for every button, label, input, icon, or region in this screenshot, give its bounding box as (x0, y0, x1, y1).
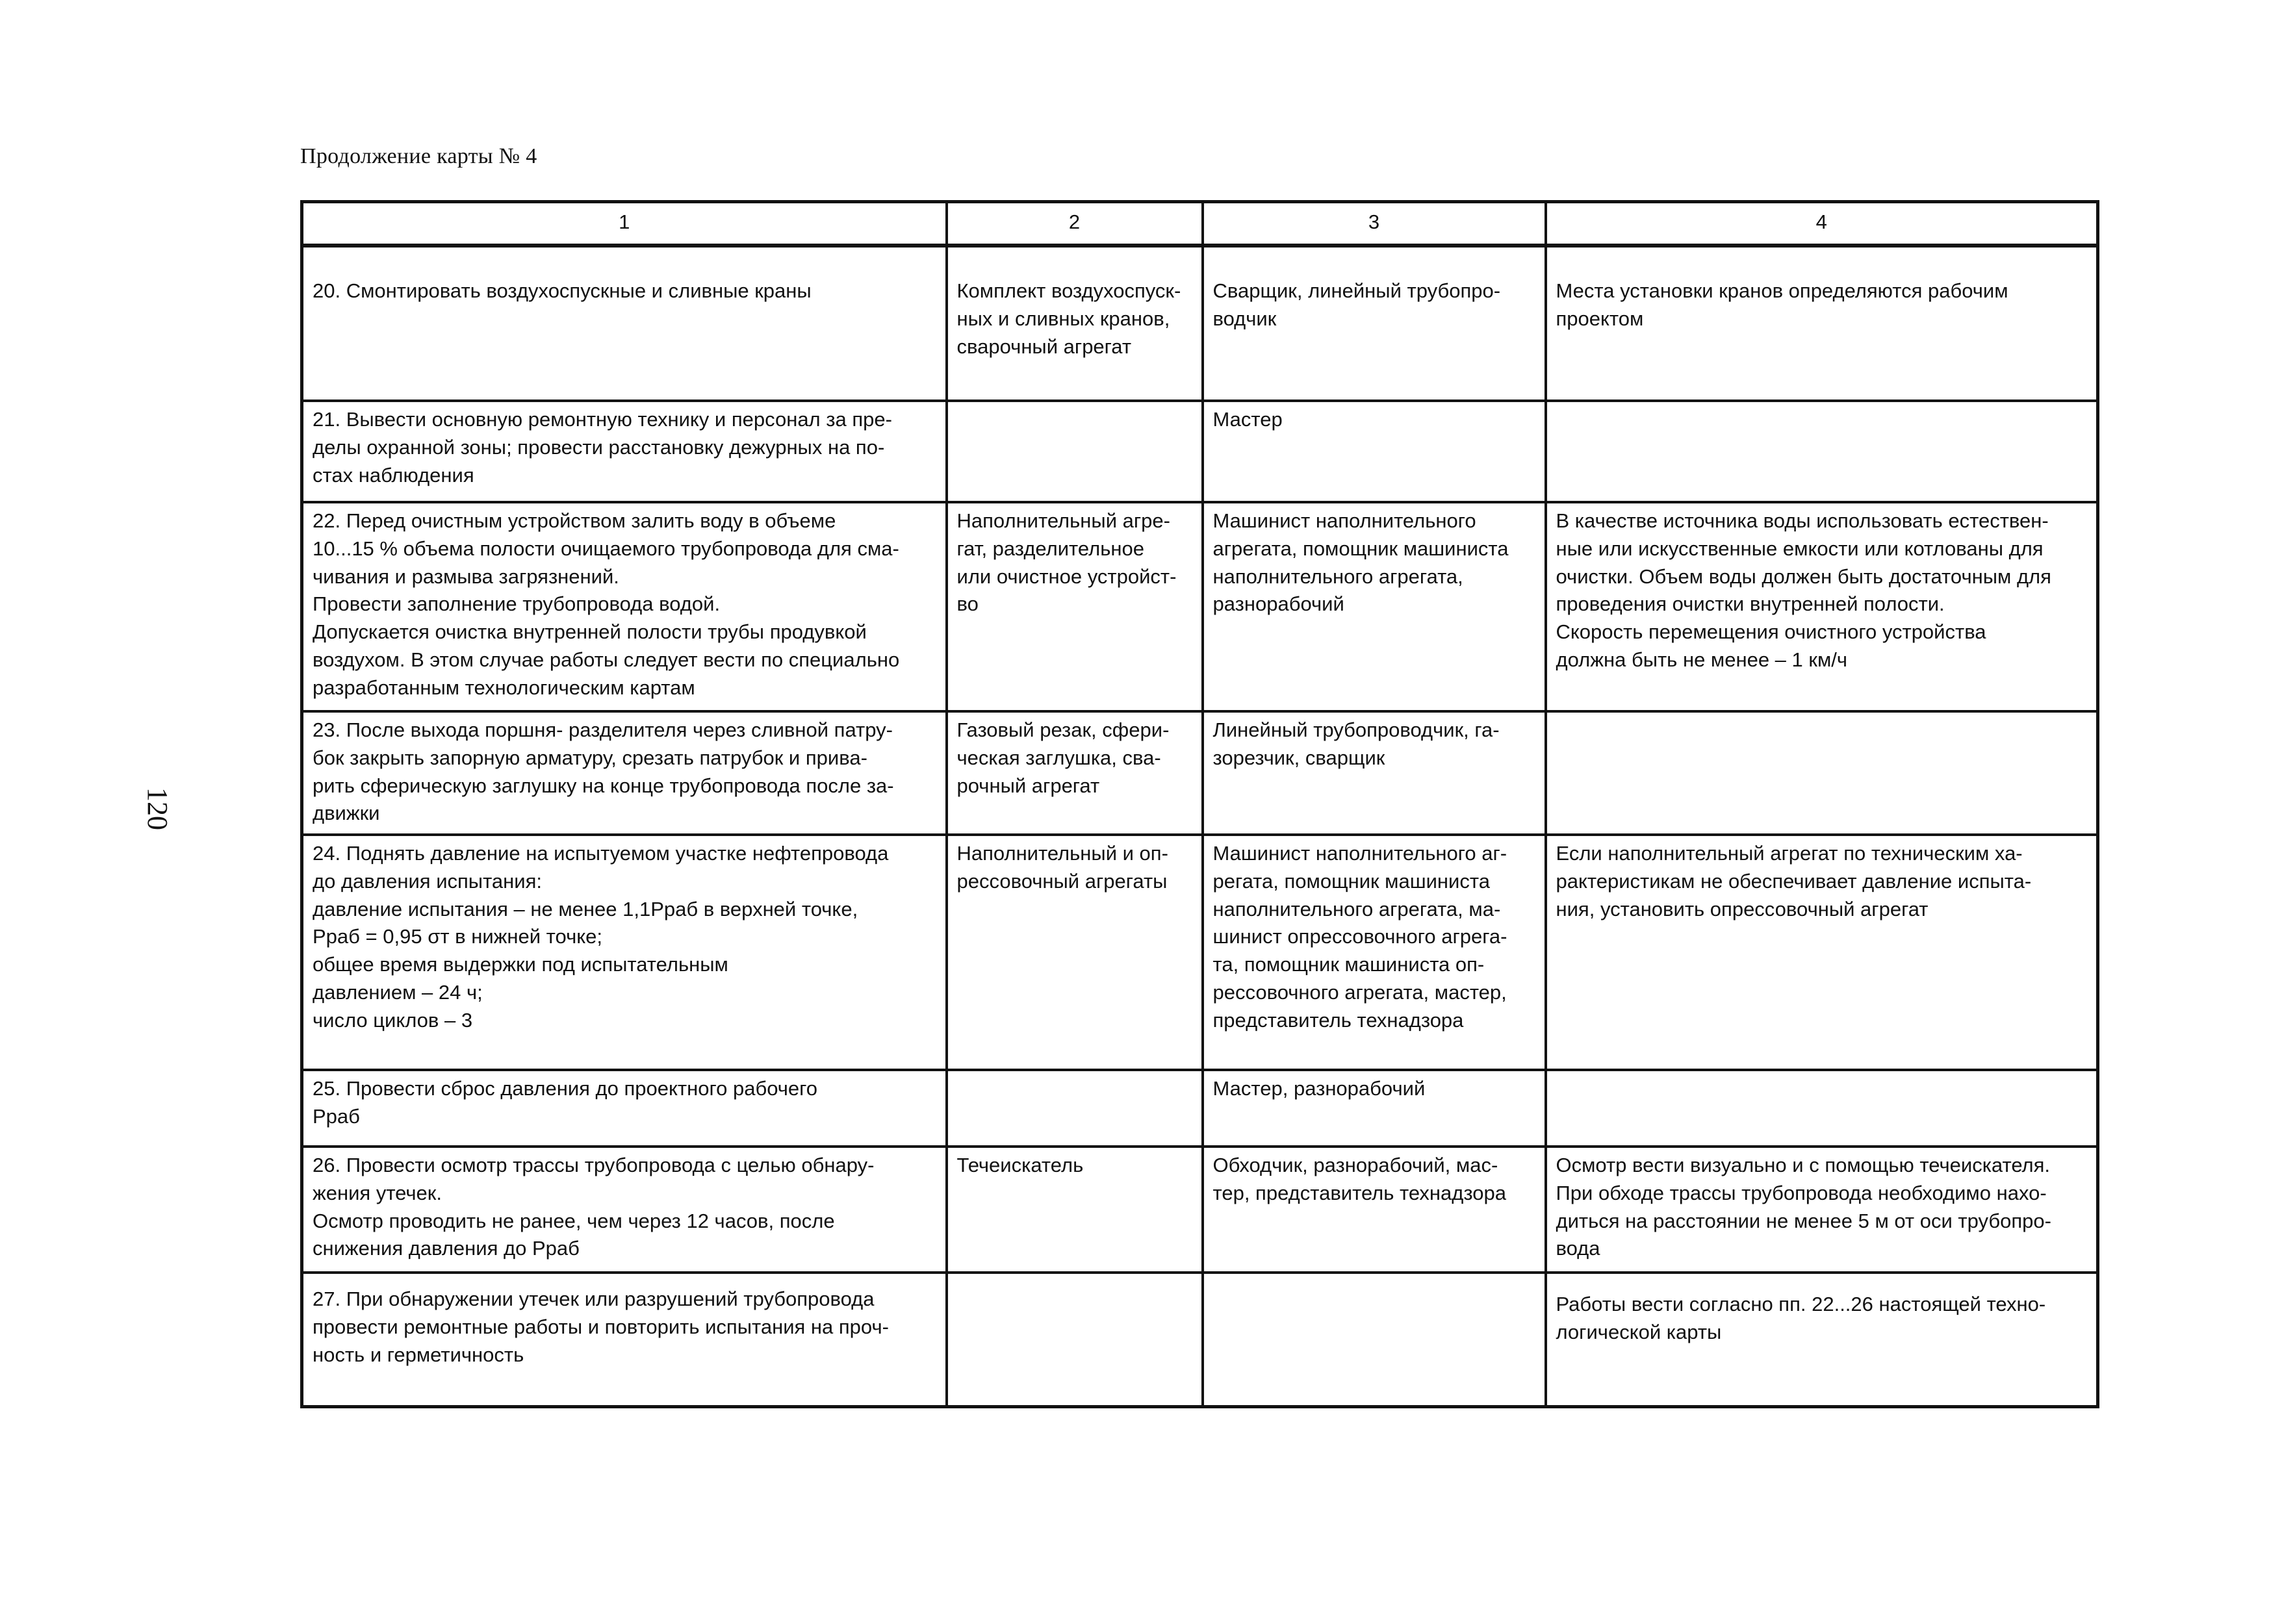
table-row (302, 246, 2098, 401)
executors-cell: Мастер (1203, 401, 1546, 502)
equipment-cell: Наполнительный агре- гат, разделительное или очистное устройст- во (947, 502, 1203, 711)
notes-cell (1546, 711, 2098, 835)
notes-cell: В качестве источника воды использовать естествен- ные или искусственные емкости или котлованы для очистки. Объем воды должен быть достаточным для проведения очистки внутренней полости. Скорость перемещения очистного устройства должна быть не менее – 1 км/ч (1546, 502, 2098, 711)
column-header-4: 4 (1546, 202, 2098, 246)
executors-cell: Линейный трубопроводчик, га- зорезчик, сварщик (1203, 711, 1546, 835)
column-header-2: 2 (947, 202, 1203, 246)
table-header-row (302, 202, 2098, 246)
executors-cell (1203, 1273, 1546, 1407)
table-row (302, 1147, 2098, 1273)
operation-cell: 20. Смонтировать воздухоспускные и сливные краны (302, 246, 947, 401)
notes-cell (1546, 1070, 2098, 1147)
executors-cell: Мастер, разнорабочий (1203, 1070, 1546, 1147)
equipment-cell: Газовый резак, сфери- ческая заглушка, сва- рочный агрегат (947, 711, 1203, 835)
equipment-cell (947, 1070, 1203, 1147)
operation-cell: 22. Перед очистным устройством залить воду в объеме 10...15 % объема полости очищаемого трубопровода для сма- чивания и размыва загрязнений. Провести заполнение трубопровода водой. Допускается очистка внутренней полости трубы продувкой воздухом. В этом случае работы следует вести по специально разработанным технологическим картам (302, 502, 947, 711)
technology-card-table (300, 200, 2099, 1408)
column-header-3: 3 (1203, 202, 1546, 246)
table-row (302, 835, 2098, 1070)
notes-cell: Если наполнительный агрегат по техническим ха- рактеристикам не обеспечивает давление испыта- ния, установить опрессовочный агрегат (1546, 835, 2098, 1070)
executors-cell: Машинист наполнительного агрегата, помощник машиниста наполнительного агрегата, разнорабочий (1203, 502, 1546, 711)
table-row (302, 711, 2098, 835)
executors-cell: Сварщик, линейный трубопро- водчик (1203, 246, 1546, 401)
notes-cell (1546, 401, 2098, 502)
table-row (302, 401, 2098, 502)
operation-cell: 27. При обнаружении утечек или разрушений трубопровода провести ремонтные работы и повторить испытания на проч- ность и герметичность (302, 1273, 947, 1407)
notes-cell: Осмотр вести визуально и с помощью течеискателя. При обходе трассы трубопровода необходимо нахо- диться на расстоянии не менее 5 м от оси трубопро- вода (1546, 1147, 2098, 1273)
operation-cell: 23. После выхода поршня- разделителя через сливной патру- бок закрыть запорную арматуру, срезать патрубок и прива- рить сферическую заглушку на конце трубопровода после за- движки (302, 711, 947, 835)
equipment-cell: Комплект воздухоспуск- ных и сливных кранов, сварочный агрегат (947, 246, 1203, 401)
operation-cell: 25. Провести сброс давления до проектного рабочего Pраб (302, 1070, 947, 1147)
table-row (302, 502, 2098, 711)
equipment-cell (947, 401, 1203, 502)
table-row (302, 1273, 2098, 1407)
page-caption: Продолжение карты № 4 (300, 144, 537, 168)
notes-cell: Работы вести согласно пп. 22...26 настоящей техно- логической карты (1546, 1273, 2098, 1407)
table-row (302, 1070, 2098, 1147)
equipment-cell: Течеискатель (947, 1147, 1203, 1273)
equipment-cell (947, 1273, 1203, 1407)
notes-cell: Места установки кранов определяются рабочим проектом (1546, 246, 2098, 401)
column-header-1: 1 (302, 202, 947, 246)
equipment-cell: Наполнительный и оп- рессовочный агрегаты (947, 835, 1203, 1070)
page-number: 120 (142, 787, 174, 830)
operation-cell: 24. Поднять давление на испытуемом участке нефтепровода до давления испытания: давление испытания – не менее 1,1Pраб в верхней точке, Pраб = 0,95 σт в нижней точке; общее время выдержки под испытательным давлением – 24 ч; число циклов – 3 (302, 835, 947, 1070)
operation-cell: 26. Провести осмотр трассы трубопровода с целью обнару- жения утечек. Осмотр проводить не ранее, чем через 12 часов, после снижения давления до Pраб (302, 1147, 947, 1273)
executors-cell: Обходчик, разнорабочий, мас- тер, представитель технадзора (1203, 1147, 1546, 1273)
executors-cell: Машинист наполнительного аг- регата, помощник машиниста наполнительного агрегата, ма- шинист опрессовочного агрега- та, помощник машиниста оп- рессовочного агрегата, мастер, представитель технадзора (1203, 835, 1546, 1070)
operation-cell: 21. Вывести основную ремонтную технику и персонал за пре- делы охранной зоны; провести расстановку дежурных на по- стах наблюдения (302, 401, 947, 502)
